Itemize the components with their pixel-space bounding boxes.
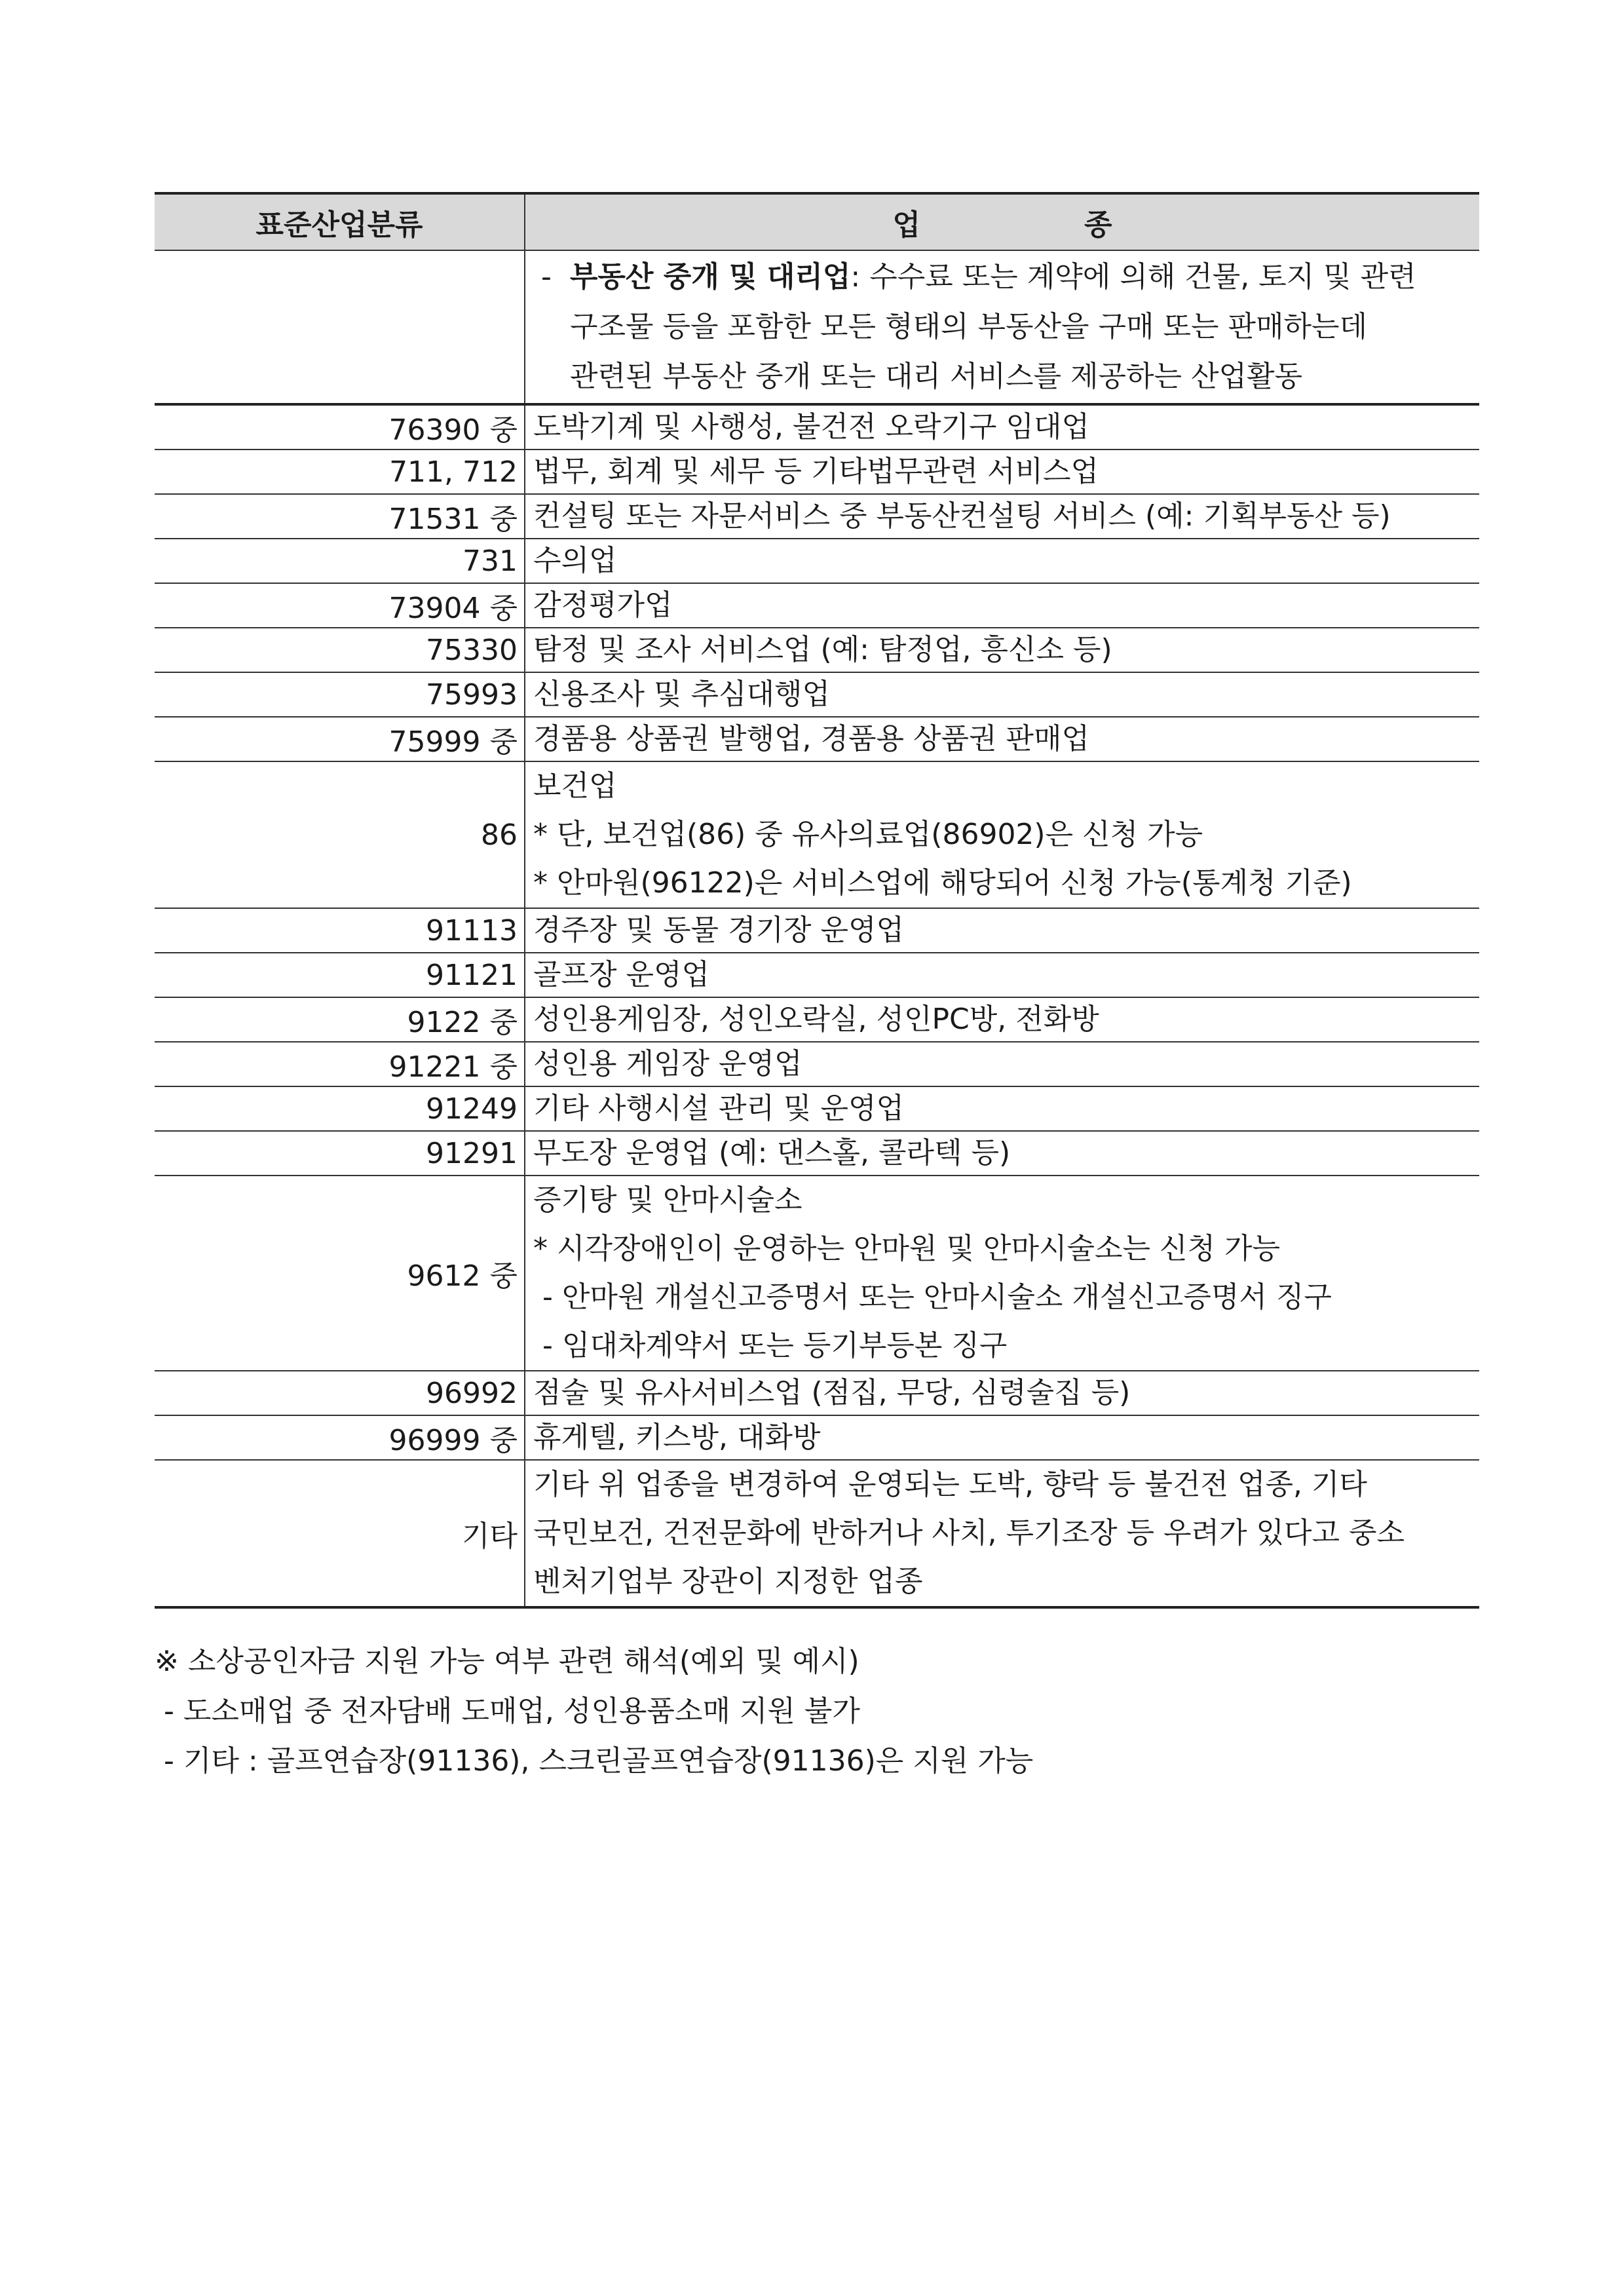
intro-dash: -	[541, 260, 552, 294]
industry-line: * 안마원(96122)은 서비스업에 해당되어 신청 가능(통계청 기준)	[533, 866, 1352, 900]
intro-line2: 구조물 등을 포함한 모든 형태의 부동산을 구매 또는 판매하는데	[570, 310, 1367, 343]
table-cell-intro	[525, 250, 1479, 404]
table-cell-industry	[525, 1131, 1479, 1176]
industry-line: 휴게텔, 키스방, 대화방	[533, 1421, 821, 1454]
table-cell-industry	[525, 997, 1479, 1042]
table-cell-industry	[525, 404, 1479, 450]
industry-line: * 단, 보건업(86) 중 유사의료업(86902)은 신청 가능	[533, 818, 1203, 851]
table-cell-code: 91291	[155, 1131, 525, 1176]
table-cell-industry	[525, 583, 1479, 628]
table-cell-industry	[525, 761, 1479, 908]
table-row	[155, 539, 1479, 583]
table-cell-code-empty	[155, 250, 525, 404]
industry-line: 국민보건, 건전문화에 반하거나 사치, 투기조장 등 우려가 있다고 중소	[533, 1516, 1405, 1550]
table-row	[155, 672, 1479, 717]
note-heading: ※ 소상공인자금 지원 가능 여부 관련 해석(예외 및 예시)	[155, 1645, 859, 1678]
industry-line: 컨설팅 또는 자문서비스 중 부동산컨설팅 서비스 (예: 기획부동산 등)	[533, 499, 1391, 533]
industry-line: - 임대차계약서 또는 등기부등본 징구	[533, 1329, 1008, 1362]
table-row	[155, 717, 1479, 761]
table-cell-industry	[525, 672, 1479, 717]
table-row	[155, 1460, 1479, 1607]
table-cell-industry	[525, 1086, 1479, 1131]
intro-line3: 관련된 부동산 중개 또는 대리 서비스를 제공하는 산업활동	[570, 360, 1302, 393]
industry-line: * 시각장애인이 운영하는 안마원 및 안마시술소는 신청 가능	[533, 1232, 1280, 1265]
table-cell-industry	[525, 908, 1479, 953]
table-cell-code: 9612 중	[155, 1176, 525, 1371]
table-cell-code: 75330	[155, 628, 525, 672]
intro-bold-term: 부동산 중개 및 대리업	[569, 260, 851, 294]
table-cell-industry	[525, 1176, 1479, 1371]
industry-line: 경품용 상품권 발행업, 경품용 상품권 판매업	[533, 722, 1089, 756]
table-cell-code: 75999 중	[155, 717, 525, 761]
table-cell-code: 기타	[155, 1460, 525, 1607]
table-row	[155, 1131, 1479, 1176]
industry-line: 벤처기업부 장관이 지정한 업종	[533, 1565, 923, 1598]
industry-line: 경주장 및 동물 경기장 운영업	[533, 913, 904, 947]
note-item: - 도소매업 중 전자담배 도매업, 성인용품소매 지원 불가	[155, 1694, 860, 1728]
note-item: - 기타 : 골프연습장(91136), 스크린골프연습장(91136)은 지원 가능	[155, 1744, 1034, 1778]
table-row	[155, 628, 1479, 672]
industry-line: 수의업	[533, 544, 617, 577]
table-cell-industry	[525, 1460, 1479, 1607]
table-row	[155, 761, 1479, 908]
industry-line: 기타 사행시설 관리 및 운영업	[533, 1092, 904, 1125]
header-code: 표준산업분류	[155, 193, 525, 250]
table-cell-code: 731	[155, 539, 525, 583]
table-cell-code: 71531 중	[155, 494, 525, 539]
table-cell-code: 76390 중	[155, 404, 525, 450]
industry-line: 탐정 및 조사 서비스업 (예: 탐정업, 흥신소 등)	[533, 633, 1112, 666]
industry-line: 감정평가업	[533, 588, 673, 622]
table-cell-code: 91113	[155, 908, 525, 953]
table-cell-code: 86	[155, 761, 525, 908]
table-cell-code: 96992	[155, 1371, 525, 1415]
table-cell-code: 91249	[155, 1086, 525, 1131]
industry-line: 법무, 회계 및 세무 등 기타법무관련 서비스업	[533, 455, 1099, 488]
table-row-intro	[155, 250, 1479, 404]
header-industry-char-2: 종	[1084, 208, 1112, 242]
industry-classification-table	[155, 192, 1479, 1609]
industry-line: 신용조사 및 추심대행업	[533, 678, 831, 711]
table-cell-industry	[525, 1415, 1479, 1460]
table-row	[155, 404, 1479, 450]
table-cell-code: 75993	[155, 672, 525, 717]
table-cell-industry	[525, 953, 1479, 997]
industry-line: 도박기계 및 사행성, 불건전 오락기구 임대업	[533, 410, 1089, 444]
intro-line1-rest: : 수수료 또는 계약에 의해 건물, 토지 및 관련	[850, 260, 1416, 294]
industry-line: 보건업	[533, 769, 617, 803]
industry-line: 성인용게임장, 성인오락실, 성인PC방, 전화방	[533, 1003, 1099, 1036]
industry-line: 기타 위 업종을 변경하여 운영되는 도박, 향락 등 불건전 업종, 기타	[533, 1468, 1367, 1501]
table-cell-industry	[525, 494, 1479, 539]
table-cell-code: 91221 중	[155, 1042, 525, 1086]
industry-line: - 안마원 개설신고증명서 또는 안마시술소 개설신고증명서 징구	[533, 1280, 1332, 1314]
table-cell-industry	[525, 1042, 1479, 1086]
table-cell-industry	[525, 539, 1479, 583]
table-row	[155, 494, 1479, 539]
table-cell-code: 73904 중	[155, 583, 525, 628]
table-row	[155, 450, 1479, 494]
table-cell-code: 9122 중	[155, 997, 525, 1042]
industry-line: 성인용 게임장 운영업	[533, 1047, 803, 1081]
table-cell-industry	[525, 628, 1479, 672]
table-row	[155, 997, 1479, 1042]
table-row	[155, 953, 1479, 997]
industry-line: 점술 및 유사서비스업 (점집, 무당, 심령술집 등)	[533, 1376, 1131, 1409]
table-row	[155, 1415, 1479, 1460]
notes-section	[155, 1637, 1033, 1786]
table-row	[155, 1086, 1479, 1131]
table-row	[155, 583, 1479, 628]
table-cell-industry	[525, 717, 1479, 761]
table-cell-code: 91121	[155, 953, 525, 997]
header-industry	[525, 193, 1479, 250]
table-cell-code: 96999 중	[155, 1415, 525, 1460]
table-row	[155, 1371, 1479, 1415]
industry-line: 골프장 운영업	[533, 958, 710, 991]
table-row	[155, 1176, 1479, 1371]
table-cell-industry	[525, 450, 1479, 494]
table-cell-code: 711, 712	[155, 450, 525, 494]
table-row	[155, 908, 1479, 953]
table-cell-industry	[525, 1371, 1479, 1415]
table-row	[155, 1042, 1479, 1086]
header-industry-char-1: 업	[892, 208, 920, 242]
industry-line: 증기탕 및 안마시술소	[533, 1183, 803, 1217]
industry-line: 무도장 운영업 (예: 댄스홀, 콜라텍 등)	[533, 1136, 1011, 1170]
